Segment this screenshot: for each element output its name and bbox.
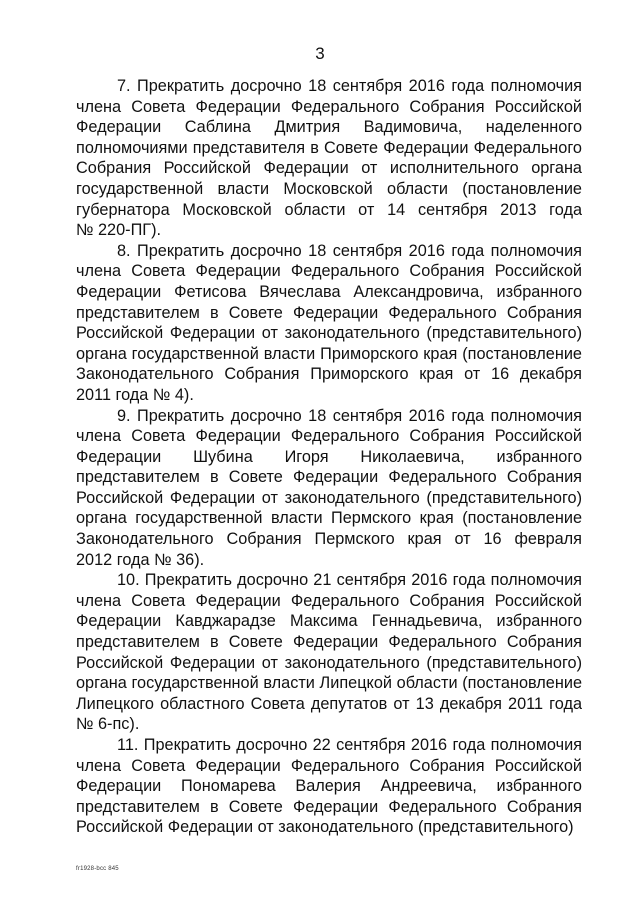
- paragraph-line: органа государственной власти Липецкой области (постановление: [76, 674, 582, 693]
- paragraph-p10: [76, 570, 582, 735]
- paragraph-line: Собрания Российской Федерации от исполнительного органа: [76, 159, 582, 178]
- paragraph-line: Российской Федерации от законодательного (представительного): [76, 818, 574, 837]
- paragraph-line: члена Совета Федерации Федерального Собрания Российской: [76, 262, 582, 281]
- paragraph-line: 10. Прекратить досрочно 21 сентября 2016 года полномочия: [117, 571, 582, 590]
- paragraph-line: Федерации Фетисова Вячеслава Александровича, избранного: [76, 282, 582, 301]
- paragraph-line: Липецкого областного Совета депутатов от 13 декабря 2011 года: [76, 694, 582, 713]
- paragraph-line: Российской Федерации от законодательного (представительного): [76, 653, 582, 672]
- paragraph-line: Федерации Саблина Дмитрия Вадимовича, наделенного: [76, 118, 582, 137]
- paragraph-line: № 6-пс).: [76, 715, 140, 734]
- paragraph-line: полномочиями представителя в Совете Федерации Федерального: [76, 138, 582, 157]
- paragraph-line: 2012 года № 36).: [76, 550, 205, 569]
- paragraph-line: члена Совета Федерации Федерального Собрания Российской: [76, 97, 582, 116]
- page-number: 3: [315, 44, 325, 63]
- paragraph-p8: [76, 241, 582, 406]
- paragraph-p11: [76, 735, 582, 838]
- paragraph-line: 2011 года № 4).: [76, 385, 194, 404]
- paragraph-line: Федерации Пономарева Валерия Андреевича, избранного: [76, 777, 582, 796]
- paragraph-p9: [76, 406, 582, 571]
- paragraph-line: Законодательного Собрания Пермского края от 16 февраля: [76, 530, 582, 549]
- paragraph-line: органа государственной власти Приморского края (постановление: [76, 344, 582, 363]
- paragraph-line: № 220-ПГ).: [76, 221, 162, 240]
- paragraph-line: члена Совета Федерации Федерального Собрания Российской: [76, 427, 582, 446]
- paragraph-line: 8. Прекратить досрочно 18 сентября 2016 года полномочия: [117, 241, 582, 260]
- paragraph-line: губернатора Московской области от 14 сентября 2013 года: [76, 200, 582, 219]
- footer-document-code: fr1928-bcc 845: [76, 866, 119, 872]
- paragraph-line: 11. Прекратить досрочно 22 сентября 2016 года полномочия: [117, 736, 582, 754]
- paragraph-p7: [76, 76, 582, 241]
- paragraph-line: Федерации Шубина Игоря Николаевича, избранного: [76, 447, 582, 466]
- paragraph-line: Российской Федерации от законодательного (представительного): [76, 488, 582, 507]
- paragraph-line: Законодательного Собрания Приморского края от 16 декабря: [76, 365, 582, 384]
- paragraph-line: члена Совета Федерации Федерального Собрания Российской: [76, 756, 582, 775]
- paragraph-line: представителем в Совете Федерации Федерального Собрания: [76, 633, 582, 652]
- paragraph-line: представителем в Совете Федерации Федерального Собрания: [76, 797, 582, 816]
- paragraph-line: члена Совета Федерации Федерального Собрания Российской: [76, 591, 582, 610]
- paragraph-line: представителем в Совете Федерации Федерального Собрания: [76, 468, 582, 487]
- paragraph-line: представителем в Совете Федерации Федерального Собрания: [76, 303, 582, 322]
- paragraph-line: 7. Прекратить досрочно 18 сентября 2016 года полномочия: [117, 77, 582, 95]
- document-body: [76, 76, 582, 838]
- paragraph-line: Российской Федерации от законодательного (представительного): [76, 324, 582, 343]
- paragraph-line: Федерации Кавджарадзе Максима Геннадьевича, избранного: [76, 612, 582, 631]
- paragraph-line: государственной власти Московской области (постановление: [76, 179, 582, 198]
- paragraph-line: 9. Прекратить досрочно 18 сентября 2016 года полномочия: [117, 406, 582, 425]
- paragraph-line: органа государственной власти Пермского края (постановление: [76, 509, 582, 528]
